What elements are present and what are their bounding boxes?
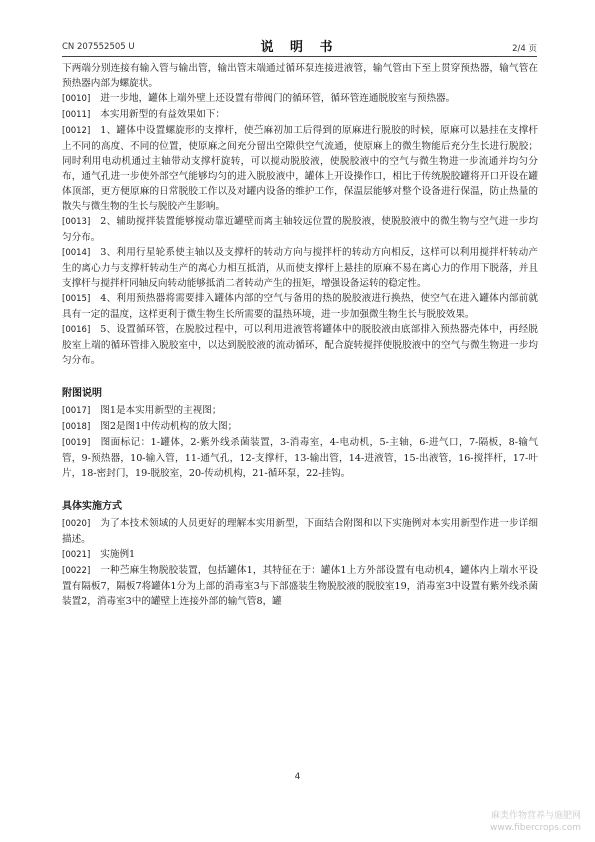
paragraph-0012 (62, 123, 538, 214)
paragraph-text: 4、利用预热器将需要排入罐体内部的空气与备用的热的脱胶液进行换热，使空气在进入罐体内部前就具有一定的温度，这样更利于微生物生长所需要的温热环境，进一步加强微生物生长与脱胶效果。 (62, 293, 538, 320)
paragraph-number: [0015] (62, 294, 91, 304)
paragraph-number: [0012] (62, 126, 91, 136)
paragraph-number: [0014] (62, 248, 91, 258)
paragraph-number: [0017] (62, 406, 91, 416)
paragraph-text: 为了本技术领域的人员更好的理解本实用新型，下面结合附图和以下实施例对本实用新型作进一步详细描述。 (62, 518, 538, 545)
paragraph-0022 (62, 563, 538, 609)
paragraph-continuation (62, 61, 538, 91)
paragraph-text: 3、利用行星轮系使主轴以及支撑杆的转动方向与搅拌杆的转动方向相反，这样可以利用搅拌杆转动产生的离心力与支撑杆转动生产的离心力相互抵消，从而使支撑杆上悬挂的原麻不易在离心力的作用下脱落，并且支撑杆与搅拌杆同轴反向转动能够抵消二者转动产生的扭矩，增强设备运转的稳定性。 (62, 247, 538, 289)
document-body (62, 61, 538, 609)
paragraph-number: [0020] (62, 519, 91, 529)
paragraph-0015 (62, 291, 538, 322)
section-heading-embodiments: 具体实施方式 (62, 501, 122, 512)
paragraph-text: 5、设置循环管，在脱胶过程中，可以利用进液管将罐体中的脱胶液由底部排入预热器壳体中，再经脱胶室上端的循环管排入脱胶室中，以达到脱胶液的流动循环，配合旋转搅拌使脱胶液中的空气与微生物进一步均匀分布。 (62, 324, 538, 366)
paragraph-text: 图2是图1中传动机构的放大图； (100, 421, 238, 432)
paragraph-text: 图面标记：1-罐体，2-紫外线杀菌装置，3-消毒室，4-电动机，5-主轴，6-进气口，7-隔板，8-输气管，9-预热器，10-输入管，11-通气孔，12-支撑杆，13-输出管，14-进液管，15-出液管，16-搅拌杆，17-叶片，18-密封门，19-脱胶室，20-传动机构，21-循环泵，22-挂钩。 (62, 437, 538, 479)
paragraph-0011 (62, 107, 538, 123)
paragraph-0010 (62, 91, 538, 107)
paragraph-0019 (62, 435, 538, 481)
watermark-url: www.fibercrops.com (490, 823, 581, 833)
paragraph-text: 图1是本实用新型的主视图； (100, 405, 222, 416)
paragraph-number: [0010] (62, 94, 91, 104)
paragraph-number: [0021] (62, 550, 91, 560)
paragraph-0021 (62, 547, 538, 563)
publication-number: CN 207552505 U (62, 42, 135, 52)
page-number: 4 (294, 772, 301, 782)
paragraph-0018 (62, 419, 538, 435)
page-header (62, 36, 537, 56)
watermark-title: 麻类作物营养与施肥网 (490, 811, 581, 821)
paragraph-text: 一种苎麻生物脱胶装置，包括罐体1，其特征在于：罐体1上方外部设置有电动机4，罐体内上端水平设置有隔板7，隔板7将罐体1分为上部的消毒室3与下部盛装生物脱胶液的脱胶室19，消毒室3中设置有紫外线杀菌装置2，消毒室3中的罐壁上连接外部的输气管8，罐 (62, 565, 538, 607)
watermark (490, 810, 581, 834)
paragraph-0020 (62, 516, 538, 547)
paragraph-number: [0016] (62, 325, 91, 335)
paragraph-number: [0018] (62, 422, 91, 432)
paragraph-text: 进一步地，罐体上端外壁上还设置有带阀门的循环管，循环管连通脱胶室与预热器。 (100, 93, 456, 104)
paragraph-number: [0013] (62, 217, 91, 227)
paragraph-0013 (62, 214, 538, 245)
paragraph-0014 (62, 245, 538, 291)
paragraph-text: 下两端分别连接有输入管与输出管，输出管末端通过循环泵连接进液管，输气管由下至上贯穿预热器，输气管在预热器内部为螺旋状。 (62, 63, 538, 89)
paragraph-text: 1、罐体中设置螺旋形的支撑杆，使苎麻初加工后得到的原麻进行脱胶的时候，原麻可以悬挂在支撑杆上不同的高度、不同的位置，使原麻之间充分留出空隙供空气流通，使原麻上的微生物能后充分生长进行脱胶；同时利用电动机通过主轴带动支撑杆旋转，可以搅动脱胶液，使脱胶液中的空气与微生物进一步流通并均匀分布，通气孔进一步使外部空气能够均匀的进入脱胶液中，罐体上开设操作口，相比于传统脱胶罐将开口开设在罐体顶部，更方便原麻的日常脱胶工作以及对罐内设备的维护工作，保温层能够对整个设备进行保温，防止热量的散失与微生物的生长与脱胶产生影响。 (62, 125, 538, 212)
paragraph-0016 (62, 322, 538, 368)
header-divider (62, 56, 537, 57)
paragraph-0017 (62, 403, 538, 419)
section-heading-figures: 附图说明 (62, 388, 102, 399)
paragraph-number: [0022] (62, 566, 91, 576)
paragraph-text: 实施例1 (100, 549, 136, 560)
paragraph-number: [0011] (62, 110, 91, 120)
document-title: 说 明 书 (260, 40, 339, 55)
paragraph-text: 本实用新型的有益效果如下： (100, 109, 225, 120)
paragraph-number: [0019] (62, 438, 91, 448)
paragraph-text: 2、辅助搅拌装置能够搅动靠近罐壁而离主轴较远位置的脱胶液，使脱胶液中的微生物与空气进一步均匀分布。 (62, 216, 538, 243)
page-info: 2/4 页 (512, 44, 537, 54)
